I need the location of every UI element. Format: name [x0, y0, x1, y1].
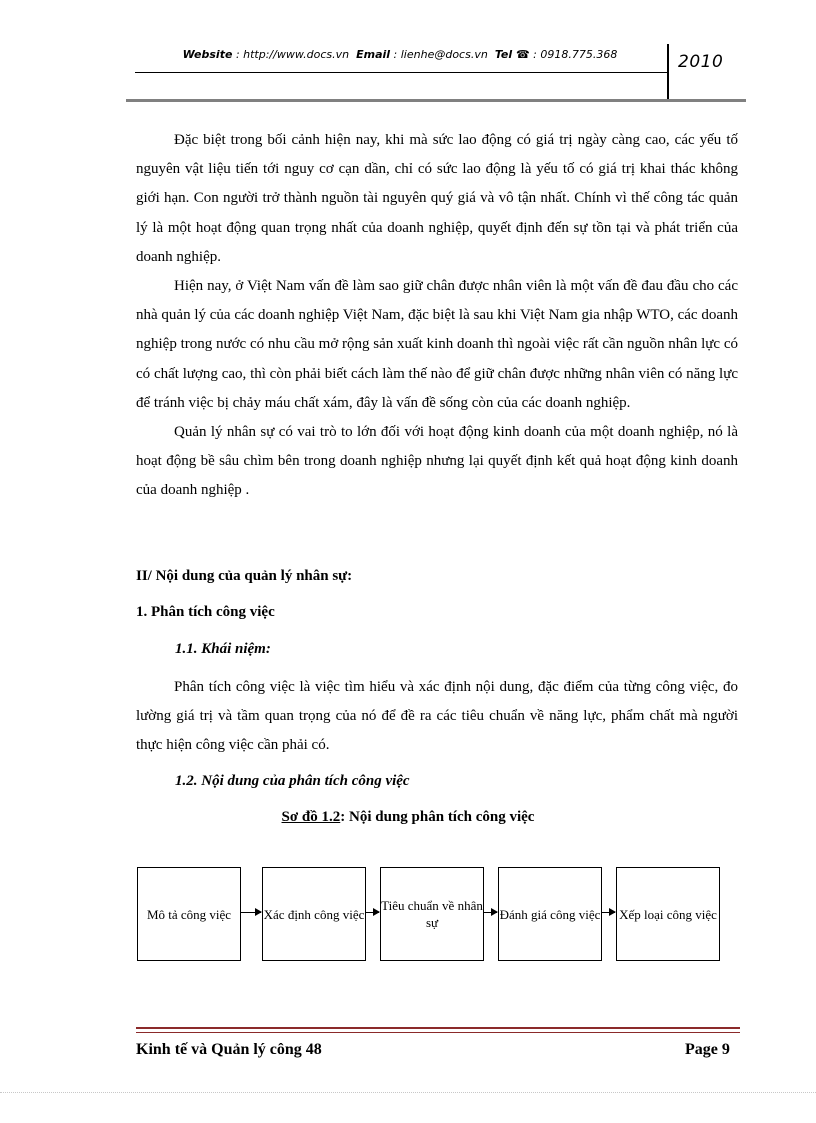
email-value: : lienhe@docs.vn: [393, 48, 488, 61]
tel-label: Tel ☎: [494, 48, 530, 61]
footer-rule-thin: [136, 1032, 740, 1033]
header-year: 2010: [678, 52, 724, 72]
body-text: [136, 126, 738, 506]
paragraph-1: Đặc biệt trong bối cảnh hiện nay, khi mà sức lao động có giá trị ngày càng cao, các yếu tố nguyên vật liệu tiến tới nguy cơ cạn dần, chỉ có sức lao động là yếu tố có giá trị khai thác không giới hạn. Con người trở thành nguồn tài nguyên quý giá và vô tận nhất. Chính vì thế công tác quản lý là một hoạt động quan trọng nhất của doanh nghiệp, quyết định đến sự tồn tại và phát triển của doanh nghiệp.: [136, 132, 738, 265]
page-number: Page 9: [685, 1041, 730, 1058]
page-edge-dotted: [0, 1092, 816, 1093]
sub2-heading: 1.2. Nội dung của phân tích công việc: [175, 773, 410, 789]
email-label: Email: [356, 48, 391, 61]
caption-text: : Nội dung phân tích công việc: [340, 809, 535, 825]
arrow-2: [366, 912, 379, 913]
diagram-box-3: Tiêu chuẩn về nhân sự: [380, 867, 484, 961]
diagram-box-5: Xếp loại công việc: [616, 867, 720, 961]
arrow-4: [602, 912, 615, 913]
paragraph-3: Quản lý nhân sự có vai trò to lớn đối với hoạt động kinh doanh của một doanh nghiệp, nó là hoạt động bề sâu chìm bên trong doanh nghiệp nhưng lại quyết định kết quả hoạt động kinh doanh của doanh nghiệp .: [136, 424, 738, 499]
paragraph-2: Hiện nay, ở Việt Nam vấn đề làm sao giữ chân được nhân viên là một vấn đề đau đầu cho các nhà quản lý của các doanh nghiệp Việt Nam, đặc biệt là sau khi Việt Nam gia nhập WTO, các doanh nghiệp trong nước có nhu cầu mở rộng sản xuất kinh doanh thì ngoài việc rất cần nguồn nhân lực có có chất lượng cao, thì còn phải biết cách làm thế nào để giữ chân được những nhân viên có năng lực để tránh việc bị chảy máu chất xám, đây là vấn đề sống còn của các doanh nghiệp.: [136, 278, 738, 411]
header-vertical-rule: [667, 44, 669, 100]
arrow-1: [241, 912, 261, 913]
footer-rule-thick: [136, 1027, 740, 1029]
diagram-box-1: Mô tả công việc: [137, 867, 241, 961]
section-heading: II/ Nội dung của quản lý nhân sự:: [136, 568, 353, 584]
arrow-3: [484, 912, 497, 913]
tel-value: : 0918.775.368: [533, 48, 618, 61]
header: [135, 48, 665, 61]
diagram-caption: [0, 809, 816, 826]
footer-title: Kinh tế và Quản lý công 48: [136, 1041, 322, 1058]
sub1-heading: 1.1. Khái niệm:: [175, 641, 271, 657]
header-rule: [135, 72, 667, 73]
website-value: : http://www.docs.vn: [235, 48, 350, 61]
subsection-heading: 1. Phân tích công việc: [136, 604, 275, 620]
diagram-box-4: Đánh giá công việc: [498, 867, 602, 961]
header-bottom-rule: [126, 99, 746, 102]
website-label: Website: [182, 48, 233, 61]
diagram-box-2: Xác định công việc: [262, 867, 366, 961]
sub1-body: [136, 673, 738, 761]
caption-label: Sơ đồ 1.2: [281, 809, 341, 825]
sub1-paragraph: Phân tích công việc là việc tìm hiểu và xác định nội dung, đặc điểm của từng công việc, đo lường giá trị và tầm quan trọng của nó để đề ra các tiêu chuẩn về năng lực, phẩm chất mà người thực hiện công việc cần phải có.: [136, 679, 738, 754]
